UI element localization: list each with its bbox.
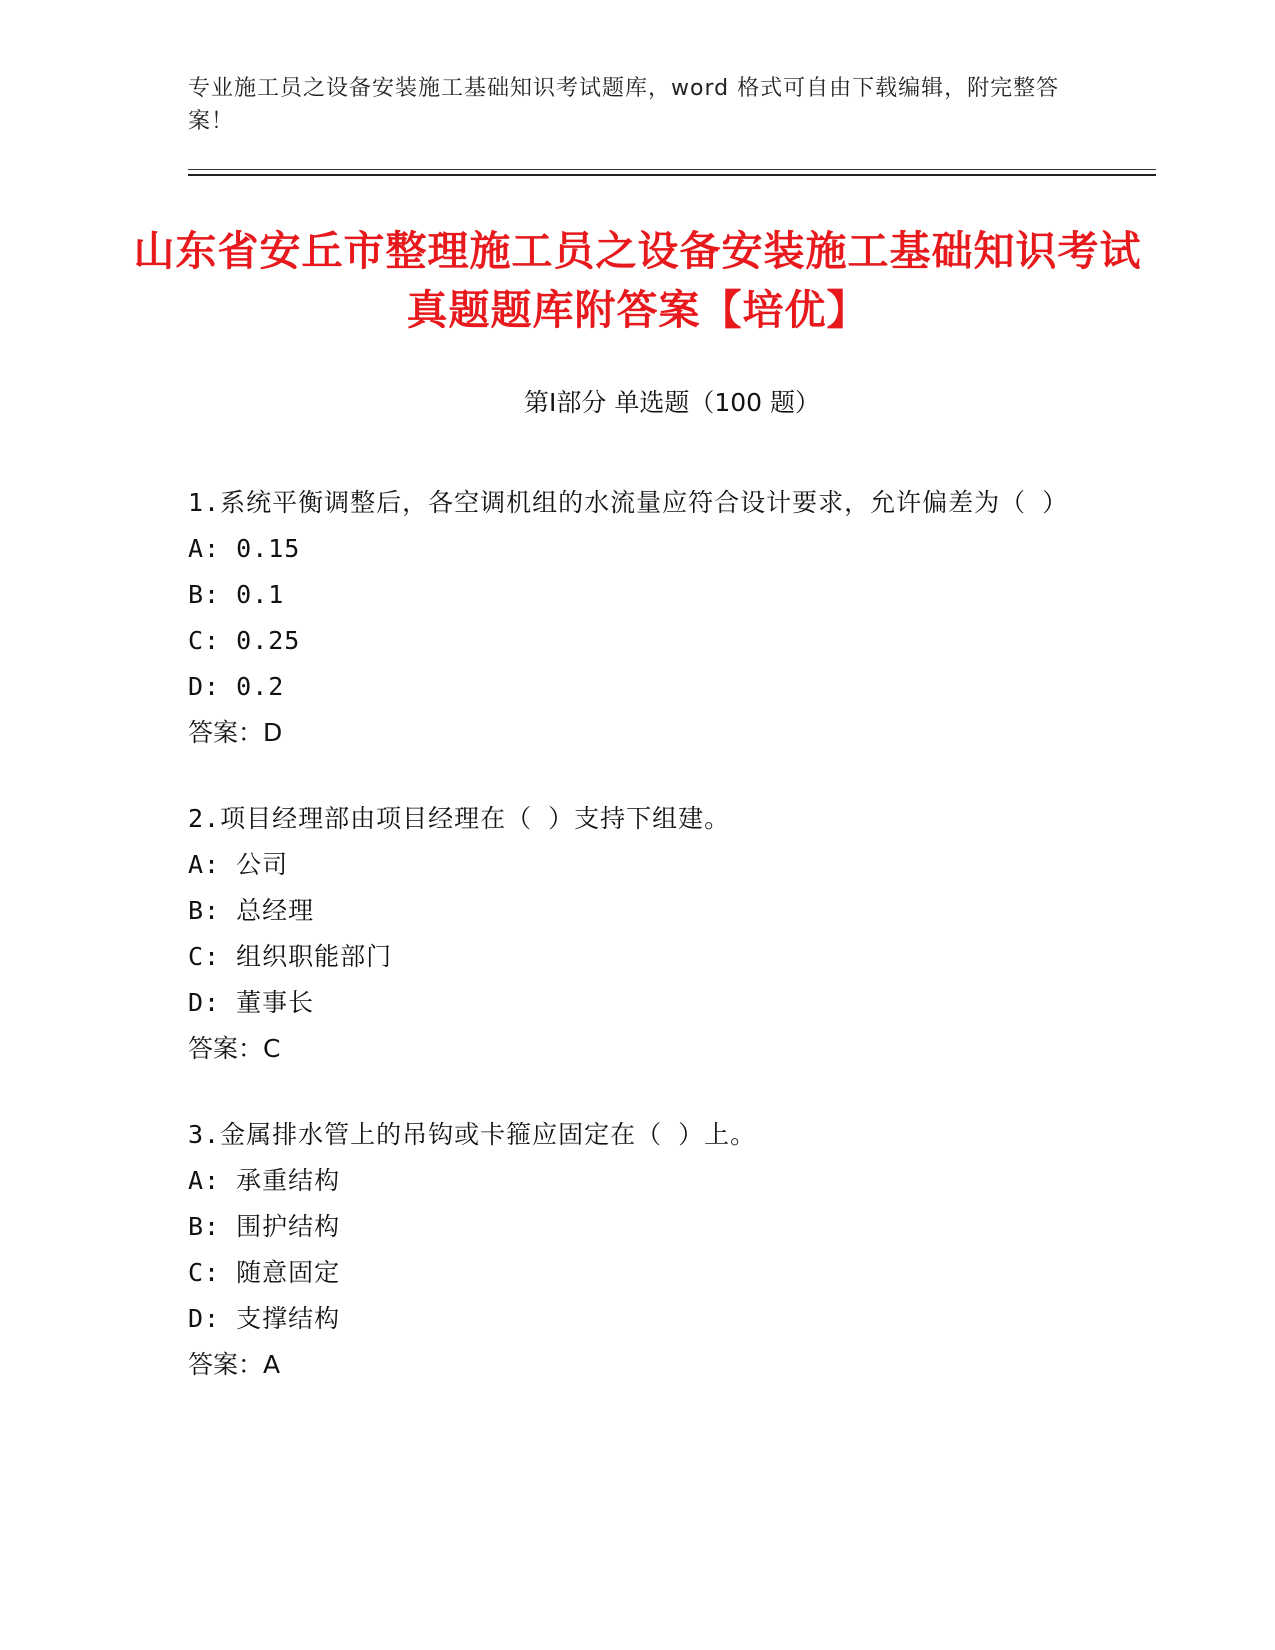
question-2 [188,796,1068,1072]
option-b: B: 围护结构 [188,1212,341,1241]
section-title: 第Ⅰ部分 单选题（100 题） [524,388,820,417]
answer: 答案：C [188,1034,281,1063]
option-d: D: 0.2 [188,672,285,701]
question-list [188,480,1068,1428]
option-a: A: 0.15 [188,534,301,563]
header-rule-thin [188,169,1156,170]
option-b: B: 0.1 [188,580,285,609]
header-rule-thick [188,174,1156,176]
header-note: 专业施工员之设备安装施工基础知识考试题库，word 格式可自由下载编辑，附完整答案！ [188,76,1060,134]
option-d: D: 支撑结构 [188,1304,341,1333]
option-c: C: 0.25 [188,626,301,655]
document-title: 山东省安丘市整理施工员之设备安装施工基础知识考试真题题库附答案【培优】 [133,227,1142,334]
option-a: A: 公司 [188,850,289,879]
answer: 答案：A [188,1350,281,1379]
option-b: B: 总经理 [188,896,315,925]
question-stem: 3.金属排水管上的吊钩或卡箍应固定在（ ）上。 [188,1120,757,1149]
option-a: A: 承重结构 [188,1166,341,1195]
question-stem: 1.系统平衡调整后，各空调机组的水流量应符合设计要求，允许偏差为（ ） [188,488,1069,517]
option-c: C: 随意固定 [188,1258,341,1287]
question-1 [188,480,1068,756]
option-c: C: 组织职能部门 [188,942,393,971]
question-3 [188,1112,1068,1388]
answer: 答案：D [188,718,283,747]
question-stem: 2.项目经理部由项目经理在（ ）支持下组建。 [188,804,731,833]
option-d: D: 董事长 [188,988,315,1017]
